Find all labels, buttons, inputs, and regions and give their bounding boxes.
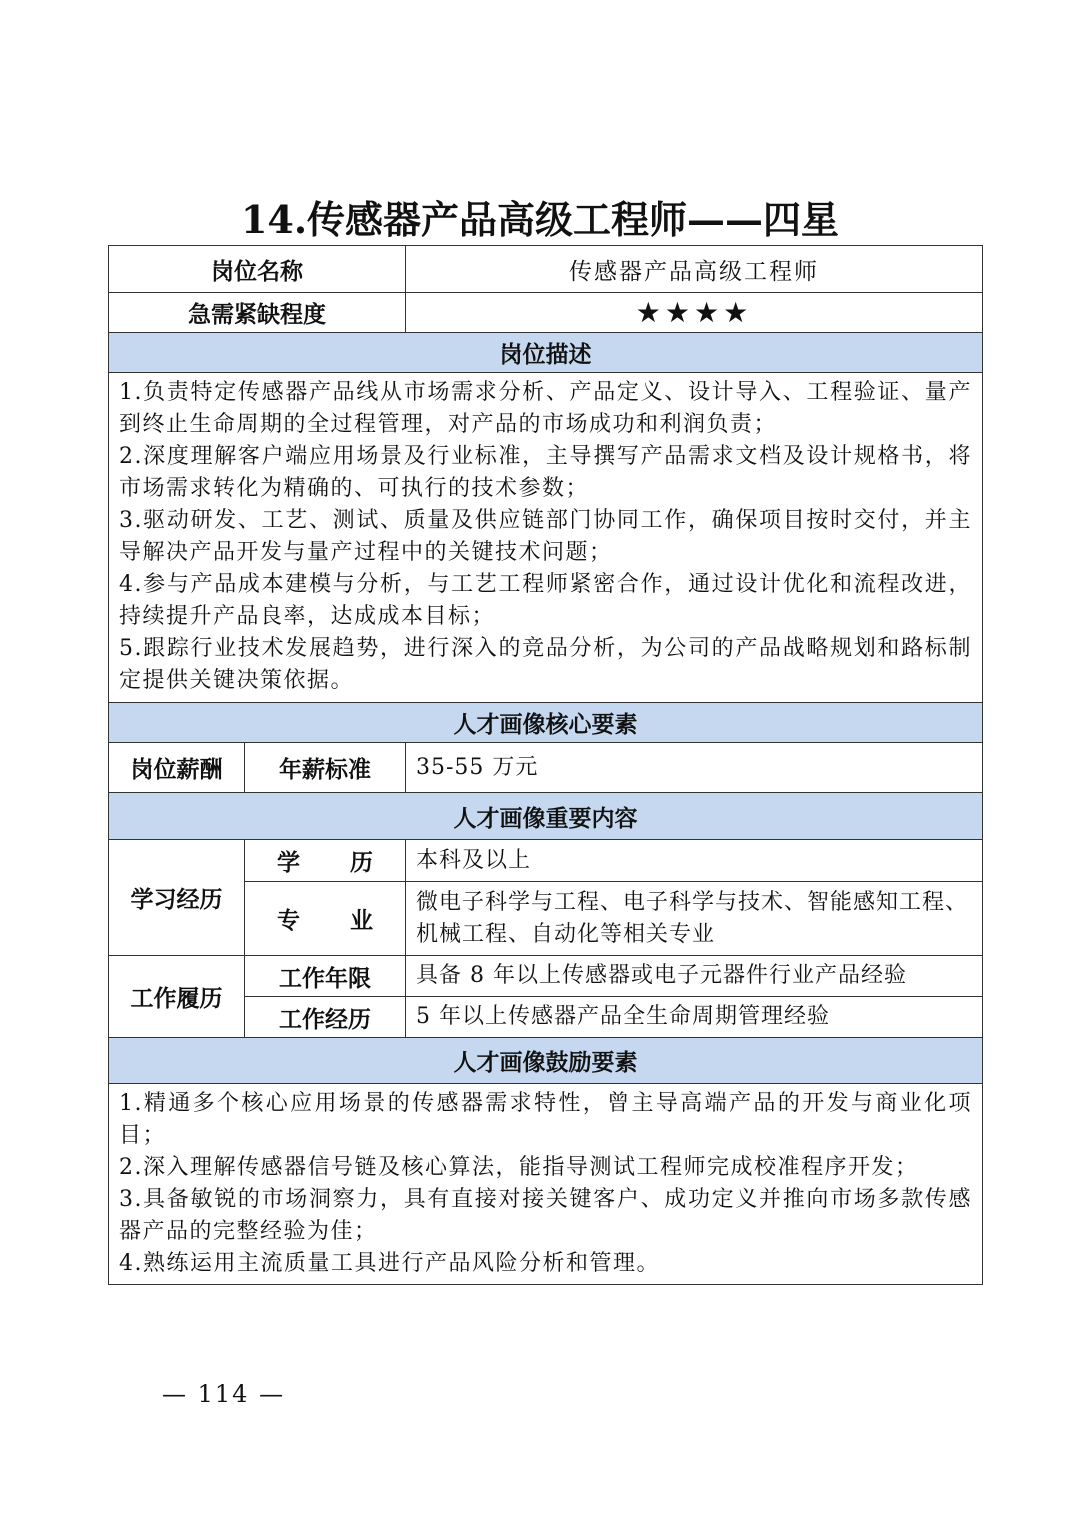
annual-salary-label: 年薪标准	[245, 743, 406, 793]
work-experience-value: 5 年以上传感器产品全生命周期管理经验	[406, 997, 983, 1038]
encouraged-item: 3.具备敏锐的市场洞察力，具有直接对接关键客户、成功定义并推向市场多款传感器产品的完整经验为佳；	[119, 1187, 972, 1244]
position-name-value: 传感器产品高级工程师	[406, 246, 983, 293]
position-name-label: 岗位名称	[109, 246, 406, 293]
salary-label: 岗位薪酬	[109, 743, 245, 793]
description-item: 5.跟踪行业技术发展趋势，进行深入的竞品分析，为公司的产品战略规划和路标制定提供关键决策依据。	[119, 636, 972, 693]
major-value: 微电子科学与工程、电子科学与技术、智能感知工程、机械工程、自动化等相关专业	[406, 882, 983, 956]
major-label	[245, 882, 406, 956]
important-heading-row	[109, 793, 983, 840]
encouraged-item: 2.深入理解传感器信号链及核心算法，能指导测试工程师完成校准程序开发；	[119, 1155, 919, 1180]
work-experience-label: 工作经历	[245, 997, 406, 1038]
description-item: 4.参与产品成本建模与分析，与工艺工程师紧密合作，通过设计优化和流程改进，持续提升产品良率，达成成本目标；	[119, 572, 972, 629]
salary-row	[109, 743, 983, 793]
encouraged-item: 1.精通多个核心应用场景的传感器需求特性，曾主导高端产品的开发与商业化项目；	[119, 1091, 972, 1148]
encouraged-content	[109, 1084, 983, 1285]
work-years-row	[109, 956, 983, 997]
degree-label-char: 历	[350, 850, 373, 876]
encouraged-row	[109, 1084, 983, 1285]
description-heading: 岗位描述	[109, 333, 983, 373]
work-label: 工作履历	[109, 956, 245, 1038]
description-content	[109, 373, 983, 703]
encouraged-heading: 人才画像鼓励要素	[109, 1038, 983, 1084]
job-profile-table	[108, 245, 983, 1285]
work-years-value: 具备 8 年以上传感器或电子元器件行业产品经验	[406, 956, 983, 997]
work-years-label: 工作年限	[245, 956, 406, 997]
major-label-char: 专	[277, 908, 300, 934]
description-item: 3.驱动研发、工艺、测试、质量及供应链部门协同工作，确保项目按时交付，并主导解决产品开发与量产过程中的关键技术问题；	[119, 508, 972, 565]
degree-label-char: 学	[277, 850, 300, 876]
core-heading-row	[109, 703, 983, 743]
page-title: 14.传感器产品高级工程师——四星	[240, 197, 840, 242]
degree-value: 本科及以上	[406, 840, 983, 882]
education-label: 学习经历	[109, 840, 245, 956]
description-row	[109, 373, 983, 703]
urgency-stars: ★★★★	[406, 293, 983, 333]
urgency-row	[109, 293, 983, 333]
important-heading: 人才画像重要内容	[109, 793, 983, 840]
page-number: — 114 —	[162, 1380, 286, 1408]
core-heading: 人才画像核心要素	[109, 703, 983, 743]
position-name-row	[109, 246, 983, 293]
urgency-label: 急需紧缺程度	[109, 293, 406, 333]
description-item: 1.负责特定传感器产品线从市场需求分析、产品定义、设计导入、工程验证、量产到终止生命周期的全过程管理，对产品的市场成功和利润负责；	[119, 380, 972, 437]
description-heading-row	[109, 333, 983, 373]
description-item: 2.深度理解客户端应用场景及行业标准，主导撰写产品需求文档及设计规格书，将市场需求转化为精确的、可执行的技术参数；	[119, 444, 972, 501]
degree-label	[245, 840, 406, 882]
major-label-char: 业	[350, 908, 373, 934]
degree-row	[109, 840, 983, 882]
encouraged-item: 4.熟练运用主流质量工具进行产品风险分析和管理。	[119, 1251, 660, 1276]
annual-salary-value: 35-55 万元	[406, 743, 983, 793]
encouraged-heading-row	[109, 1038, 983, 1084]
